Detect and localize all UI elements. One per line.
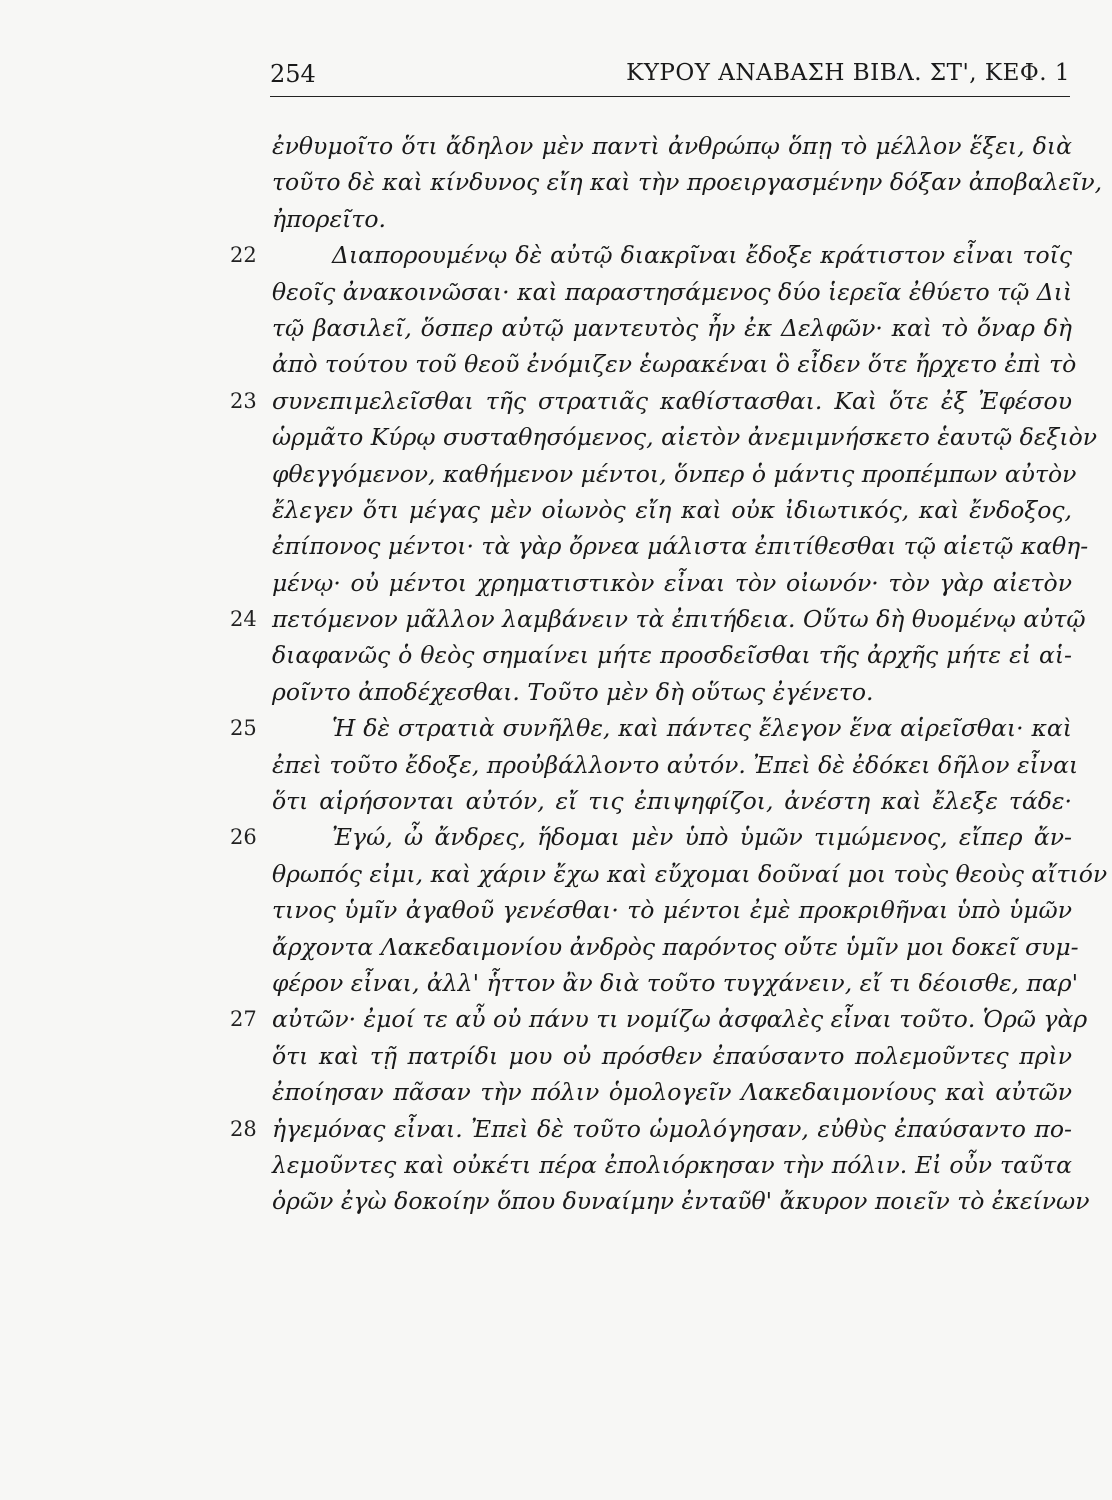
- line-text: τῷ βασιλεῖ, ὅσπερ αὐτῷ μαντευτὸς ἦν ἐκ Δελφῶν· καὶ τὸ ὄναρ δὴ: [272, 313, 1072, 342]
- line-text: ὅτι καὶ τῇ πατρίδι μου οὐ πρόσθεν ἐπαύσαντο πολεμοῦντες πρὶν: [272, 1041, 1072, 1070]
- text-line: [272, 674, 1072, 710]
- line-text: ἔλεγεν ὅτι μέγας μὲν οἰωνὸς εἴη καὶ οὐκ ἰδιωτικός, καὶ ἔνδοξος,: [272, 495, 1072, 524]
- line-text: ροῖντο ἀποδέχεσθαι. Τοῦτο μὲν δὴ οὕτως ἐγένετο.: [272, 677, 874, 706]
- line-text: φθεγγόμενον, καθήμενον μέντοι, ὅνπερ ὁ μάντις προπέμπων αὐτὸν: [272, 459, 1077, 488]
- line-text: Ἐγώ, ὦ ἄνδρες, ἥδομαι μὲν ὑπὸ ὑμῶν τιμώμενος, εἴπερ ἄν-: [332, 823, 1072, 852]
- line-text: ὡρμᾶτο Κύρῳ συσταθησόμενος, αἰετὸν ἀνεμιμνήσκετο ἑαυτῷ δεξιὸν: [272, 423, 1098, 452]
- text-line: [230, 819, 1072, 855]
- text-line: [230, 1111, 1072, 1147]
- text-line: [272, 528, 1089, 564]
- line-text: ἀπὸ τούτου τοῦ θεοῦ ἐνόμιζεν ἑωρακέναι ὃ εἶδεν ὅτε ἤρχετο ἐπὶ τὸ: [272, 350, 1077, 379]
- text-line: [272, 310, 1072, 346]
- text-line: [272, 274, 1072, 310]
- text-line: [272, 856, 1108, 892]
- line-text: ἄρχοντα Λακεδαιμονίου ἀνδρὸς παρόντος οὔτε ὑμῖν μοι δοκεῖ συμ-: [272, 932, 1079, 961]
- section-number: 25: [230, 716, 257, 741]
- text-line: [272, 1038, 1072, 1074]
- running-head: ΚΥΡΟΥ ΑΝΑΒΑΣΗ ΒΙΒΛ. ΣΤ', ΚΕΦ. 1: [626, 60, 1070, 86]
- section-number: 23: [230, 388, 257, 413]
- text-line: [272, 492, 1072, 528]
- text-line: [272, 346, 1077, 382]
- line-text: τοῦτο δὲ καὶ κίνδυνος εἴη καὶ τὴν προειργασμένην δόξαν ἀποβαλεῖν,: [272, 168, 1103, 197]
- section-number: 22: [230, 243, 257, 268]
- line-text: ὅτι αἱρήσονται αὐτόν, εἴ τις ἐπιψηφίζοι, ἀνέστη καὶ ἔλεξε τάδε·: [272, 787, 1072, 816]
- line-text: ἡγεμόνας εἶναι. Ἐπεὶ δὲ τοῦτο ὡμολόγησαν, εὐθὺς ἐπαύσαντο πο-: [272, 1114, 1072, 1143]
- body-text: [230, 128, 1108, 1220]
- section-number: 27: [230, 1007, 257, 1032]
- line-text: ἐποίησαν πᾶσαν τὴν πόλιν ὁμολογεῖν Λακεδαιμονίους καὶ αὐτῶν: [272, 1078, 1072, 1107]
- line-text: Διαπορουμένῳ δὲ αὐτῷ διακρῖναι ἔδοξε κράτιστον εἶναι τοῖς: [332, 241, 1072, 270]
- text-line: [272, 565, 1072, 601]
- line-text: ἠπορεῖτο.: [272, 204, 386, 233]
- line-text: πετόμενον μᾶλλον λαμβάνειν τὰ ἐπιτήδεια. Οὕτω δὴ θυομένῳ αὐτῷ: [272, 605, 1086, 634]
- text-line: [272, 637, 1072, 673]
- text-line: [272, 1074, 1072, 1110]
- text-line: [230, 383, 1072, 419]
- text-line: [272, 419, 1098, 455]
- line-text: Ἡ δὲ στρατιὰ συνῆλθε, καὶ πάντες ἔλεγον ἕνα αἱρεῖσθαι· καὶ: [332, 714, 1072, 743]
- line-text: μένῳ· οὐ μέντοι χρηματιστικὸν εἶναι τὸν οἰωνόν· τὸν γὰρ αἰετὸν: [272, 568, 1072, 597]
- text-line: [272, 201, 1072, 237]
- text-line: [272, 965, 1079, 1001]
- text-line: [272, 456, 1077, 492]
- text-line: [272, 783, 1072, 819]
- section-number: 26: [230, 825, 257, 850]
- header-rule: [270, 96, 1070, 97]
- text-line: [272, 929, 1079, 965]
- line-text: συνεπιμελεῖσθαι τῆς στρατιᾶς καθίστασθαι. Καὶ ὅτε ἐξ Ἐφέσου: [272, 386, 1072, 415]
- line-text: θρωπός εἰμι, καὶ χάριν ἔχω καὶ εὔχομαι δοῦναί μοι τοὺς θεοὺς αἴτιόν: [272, 859, 1108, 888]
- line-text: ἐπίπονος μέντοι· τὰ γὰρ ὄρνεα μάλιστα ἐπιτίθεσθαι τῷ αἰετῷ καθη-: [272, 532, 1089, 561]
- text-line: [272, 128, 1072, 164]
- line-text: τινος ὑμῖν ἀγαθοῦ γενέσθαι· τὸ μέντοι ἐμὲ προκριθῆναι ὑπὸ ὑμῶν: [272, 896, 1072, 925]
- text-line: [230, 710, 1072, 746]
- text-line: [272, 892, 1072, 928]
- text-line: [272, 164, 1103, 200]
- line-text: θεοῖς ἀνακοινῶσαι· καὶ παραστησάμενος δύο ἱερεῖα ἐθύετο τῷ Διὶ: [272, 277, 1073, 306]
- line-text: ὁρῶν ἐγὼ δοκοίην ὅπου δυναίμην ἐνταῦθ' ἄκυρον ποιεῖν τὸ ἐκείνων: [272, 1187, 1090, 1216]
- line-text: ἐνθυμοῖτο ὅτι ἄδηλον μὲν παντὶ ἀνθρώπῳ ὅπῃ τὸ μέλλον ἕξει, διὰ: [272, 132, 1072, 160]
- text-line: [230, 237, 1072, 273]
- page-header: [270, 58, 1070, 102]
- line-text: διαφανῶς ὁ θεὸς σημαίνει μήτε προσδεῖσθαι τῆς ἀρχῆς μήτε εἰ αἱ-: [272, 641, 1072, 670]
- line-text: φέρον εἶναι, ἀλλ' ἧττον ἂν διὰ τοῦτο τυγχάνειν, εἴ τι δέοισθε, παρ': [272, 968, 1079, 997]
- text-line: [272, 1147, 1072, 1183]
- line-text: αὐτῶν· ἐμοί τε αὖ οὐ πάνυ τι νομίζω ἀσφαλὲς εἶναι τοῦτο. Ὁρῶ γὰρ: [272, 1005, 1088, 1034]
- text-line: [272, 1183, 1090, 1219]
- section-number: 28: [230, 1116, 257, 1141]
- section-number: 24: [230, 607, 257, 632]
- line-text: λεμοῦντες καὶ οὐκέτι πέρα ἐπολιόρκησαν τὴν πόλιν. Εἰ οὖν ταῦτα: [272, 1150, 1072, 1179]
- page-number: 254: [270, 60, 316, 88]
- text-line: [272, 747, 1079, 783]
- line-text: ἐπεὶ τοῦτο ἔδοξε, προὐβάλλοντο αὐτόν. Ἐπεὶ δὲ ἐδόκει δῆλον εἶναι: [272, 750, 1079, 779]
- text-line: [230, 1001, 1088, 1037]
- text-line: [230, 601, 1086, 637]
